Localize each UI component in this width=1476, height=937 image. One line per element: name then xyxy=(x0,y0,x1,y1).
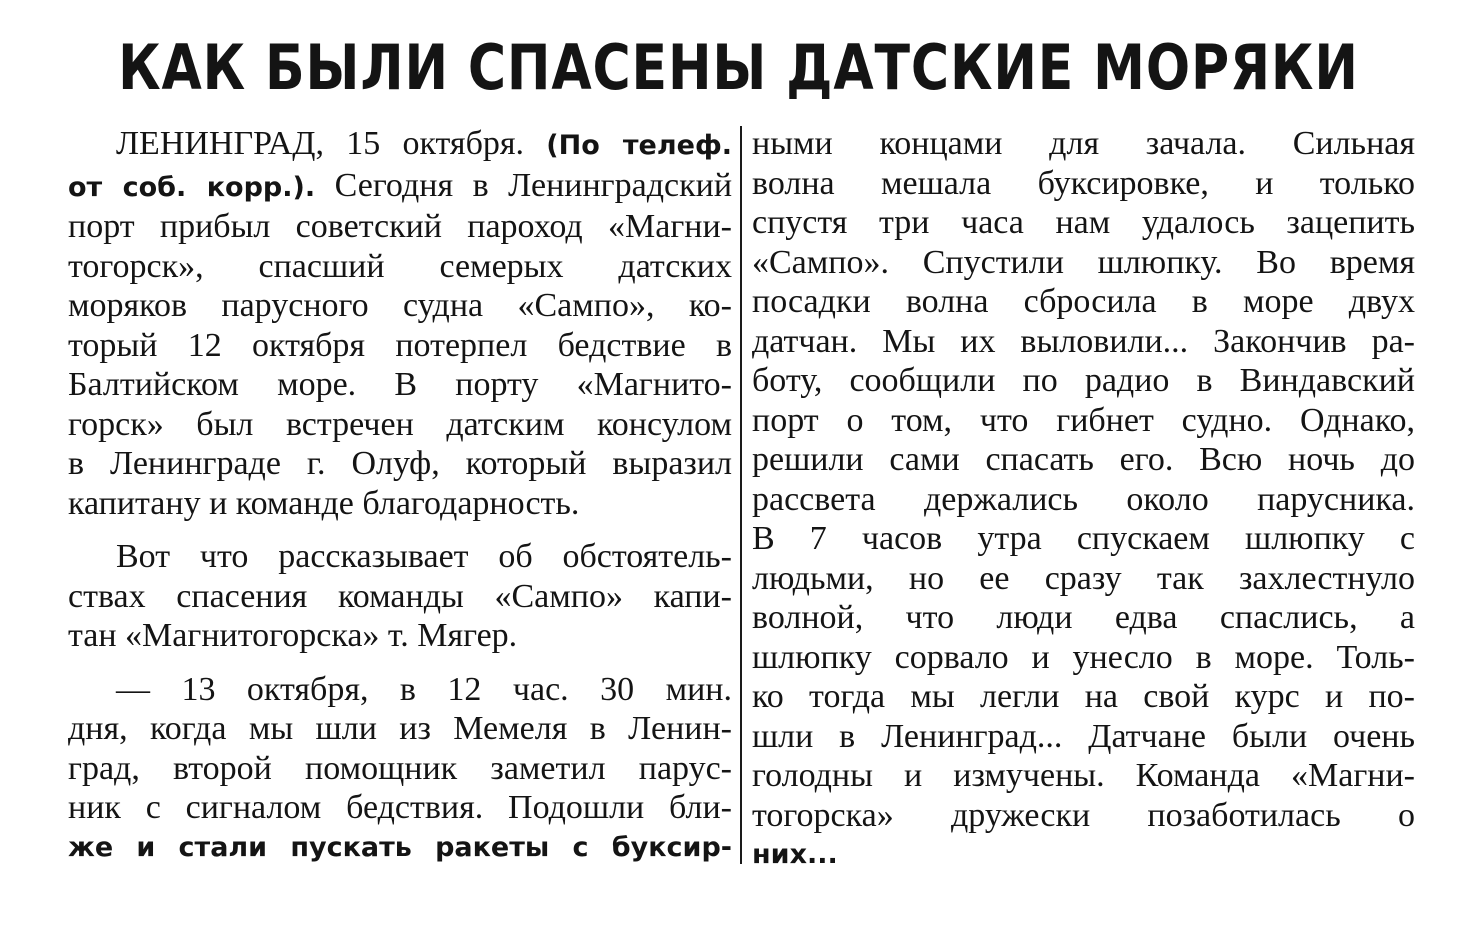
text-line: ко тогда мы легли на свой курс и по- xyxy=(752,678,1415,715)
left-column xyxy=(68,124,732,867)
byline-continued: от соб. корр.). xyxy=(68,171,316,203)
byline: (По телеф. xyxy=(546,130,732,161)
text-line: ник с сигналом бедствия. Подошли бли- xyxy=(68,789,732,826)
text-line: голодны и измучены. Команда «Магни- xyxy=(752,757,1415,794)
text-line: Вот что рассказывает об обстоятель- xyxy=(116,538,732,575)
text-line: спустя три часа нам удалось зацепить xyxy=(752,204,1415,241)
column-divider xyxy=(740,126,742,864)
text-line: датчан. Мы их выловили... Закончив ра- xyxy=(752,322,1415,360)
text-line: тогорск», спасший семерых датских xyxy=(68,247,732,285)
text-line: порт о том, что гибнет судно. Однако, xyxy=(752,401,1415,439)
dateline: ЛЕНИНГРАД, 15 октября. xyxy=(116,125,525,162)
text-line: людьми, но ее сразу так захлестнуло xyxy=(752,559,1415,597)
text-line: рассвета держались около парусника. xyxy=(752,480,1415,518)
text-line: тан «Магнитогорска» т. Мягер. xyxy=(68,617,518,654)
paragraph-intro xyxy=(68,537,732,656)
text-line: шли в Ленинград... Датчане были очень xyxy=(752,717,1415,755)
article-headline: КАК БЫЛИ СПАСЕНЫ ДАТСКИЕ МОРЯКИ xyxy=(118,31,1359,104)
text-line: порт прибыл советский пароход «Магни- xyxy=(68,208,732,245)
paragraph-dateline xyxy=(68,124,732,523)
text-line: шлюпку сорвало и унесло в море. Толь- xyxy=(752,638,1415,676)
text-line: дня, когда мы шли из Мемеля в Ленин- xyxy=(68,710,732,747)
text-line xyxy=(68,124,732,166)
paragraph-quote xyxy=(68,670,732,868)
text-line: В 7 часов утра спускаем шлюпку с xyxy=(752,520,1415,557)
text-line: боту, сообщили по радио в Виндавский xyxy=(752,362,1415,399)
text-line: «Сампо». Спустили шлюпку. Во время xyxy=(752,243,1415,281)
text-line: — 13 октября, в 12 час. 30 мин. xyxy=(116,670,732,708)
text-line xyxy=(68,166,732,208)
text-line: волной, что люди едва спаслись, а xyxy=(752,599,1415,636)
text-line: торый 12 октября потерпел бедствие в xyxy=(68,326,732,364)
text-line: град, второй помощник заметил парус- xyxy=(68,749,732,787)
text-line: решили сами спасать его. Всю ночь до xyxy=(752,441,1415,478)
text-line: горск» был встречен датским консулом xyxy=(68,405,732,443)
text-line: ными концами для зачала. Сильная xyxy=(752,125,1415,162)
text-line: тогорска» дружески позаботилась о xyxy=(752,796,1415,834)
text-line: капитану и команде благодарность. xyxy=(68,484,580,522)
text-line: в Ленинграде г. Олуф, который выразил xyxy=(68,445,732,482)
text-line: ствах спасения команды «Сампо» капи- xyxy=(68,577,732,615)
text-line: них... xyxy=(752,839,838,870)
text-line: волна мешала буксировке, и только xyxy=(752,164,1415,202)
text-line: же и стали пускать ракеты с буксир- xyxy=(68,831,732,863)
text-line: моряков парусного судна «Сампо», ко- xyxy=(68,287,732,324)
text-fragment: Сегодня в Ленинградский xyxy=(334,166,732,204)
text-line: посадки волна сбросила в море двух xyxy=(752,283,1415,320)
right-column xyxy=(752,124,1415,875)
text-line: Балтийском море. В порту «Магнито- xyxy=(68,366,732,403)
